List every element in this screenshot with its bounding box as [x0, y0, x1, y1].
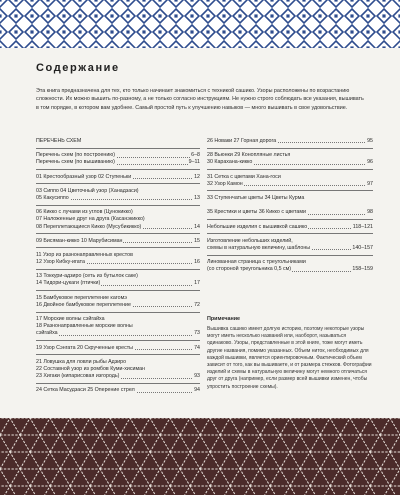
toc-leader-dots [36, 335, 200, 336]
toc-entry [36, 195, 200, 202]
toc-entry-label: (со стороной треугольника 0,5 см) [207, 266, 292, 273]
toc-page-number: 74 [194, 344, 200, 351]
toc-page-number: 72 [194, 301, 200, 308]
toc-page-number: 93 [194, 373, 200, 380]
toc-divider [36, 233, 200, 234]
page-title: Содержание [36, 62, 120, 74]
toc-entry-label: 33 Ступенчатые цветы 34 Цветы Курма [207, 194, 305, 201]
toc-entry [36, 138, 200, 145]
white-triangle-pattern [0, 418, 400, 495]
toc-entry [36, 159, 200, 166]
toc-entry [36, 373, 200, 380]
toc-entry [207, 238, 373, 245]
toc-entry-label: 05 Какусиппо [36, 194, 69, 201]
top-sashiko-pattern-band [0, 0, 400, 48]
toc-right-column [207, 138, 373, 273]
toc-entry-label: 23 Хигаки (кипарисовая изгородь) [36, 373, 120, 380]
toc-entry [36, 295, 200, 302]
toc-entry-label: Небольшие изделия с вышивкой сашико [207, 223, 308, 230]
toc-entry-label: 26 Новаки 27 Горная дорога [207, 138, 277, 144]
toc-entry-label: 30 Карахана-кикко [207, 159, 253, 166]
toc-page-number: 13 [194, 194, 200, 201]
toc-left-column [36, 138, 200, 395]
toc-entry-label: 06 Кикко с лучами из углов (Цунокикко) [36, 209, 133, 216]
toc-divider [36, 269, 200, 270]
toc-entry [36, 345, 200, 352]
toc-divider [36, 247, 200, 248]
toc-entry-label [207, 202, 208, 208]
toc-page-number: 96 [367, 159, 373, 166]
toc-entry-label: 19 Узор Сэнгата 20 Скрученные кресты [36, 344, 133, 351]
toc-page-number: 16 [194, 259, 200, 266]
toc-entry-label: 03 Сиппо 04 Цветочный узор (Ханадзаси) [36, 187, 139, 194]
toc-entry-label: схемы в натуральную величину, шаблоны [207, 244, 311, 251]
toc-page-number: 140–157 [352, 244, 373, 251]
toc-divider [36, 340, 200, 341]
toc-divider [36, 312, 200, 313]
toc-page-number: 158–159 [352, 266, 373, 273]
toc-page-number: 12 [194, 173, 200, 180]
intro-paragraph: Эта книга предназначена для тех, кто только начинает знакомиться с техникой сашико. Узоры расположены по возрастанию сложности. Их можно вышить по-разному, а не только согласно инструкциям. Не нужно строго соблюдать все указания, вышивать в том порядке, в котором вам удобнее. Самый простой путь к улучшению навыков — много вышивать в свое удовольствие. [36, 88, 364, 111]
toc-page-number: 118–121 [352, 223, 373, 230]
toc-entry-label: 22 Составной узор из ромбов Куми-хисиман [36, 365, 145, 372]
toc-entry-label: Линованная страница с треугольниками [207, 259, 306, 266]
toc-page-number: 73 [194, 330, 200, 337]
toc-entry [207, 181, 373, 188]
toc-entry [36, 387, 200, 394]
toc-entry-label: 12 Узор Кибку-игата [36, 259, 85, 266]
toc-entry [207, 245, 373, 252]
bottom-sashiko-pattern-band [0, 418, 400, 495]
toc-divider [207, 233, 373, 234]
toc-entry-label: ПЕРЕЧЕНЬ СХЕМ [36, 138, 82, 144]
toc-divider [36, 205, 200, 206]
toc-page-number: 98 [367, 209, 373, 216]
toc-entry-label: 31 Сетка с цветами Хана-госи [207, 173, 281, 180]
toc-page-number: 15 [194, 237, 200, 244]
toc-entry [207, 174, 373, 181]
toc-page-number: 9–11 [188, 159, 200, 166]
toc-entry-label: 28 Вьюнки 29 Конопляные листья [207, 152, 291, 159]
toc-page-number: 17 [194, 280, 200, 287]
toc-entry-label: 11 Узор из разнонаправленных крестов [36, 251, 133, 258]
toc-entry-label: 16 Двойное бамбуковое переплетение [36, 301, 131, 308]
toc-entry-label: 08 Переплетающиеся Кикко (Мусубикикко) [36, 223, 142, 230]
toc-entry [36, 174, 200, 181]
toc-entry-label: Перечень схем (по вышиванию) [36, 159, 115, 166]
toc-entry [207, 209, 373, 216]
toc-entry-label: 21 Ловушка для ловли рыбы Адзиро [36, 358, 127, 365]
toc-entry [36, 330, 200, 337]
toc-divider [207, 148, 373, 149]
toc-entry [36, 238, 200, 245]
toc-entry [207, 195, 373, 202]
toc-entry [36, 323, 200, 330]
toc-entry-label: 13 Токкури-адзиро (сеть из бутылок саке) [36, 273, 138, 280]
toc-entry-label: Перечень схем (по построению) [36, 152, 116, 159]
toc-entry-label: 14 Тидори-цукаги (птички) [36, 280, 101, 287]
toc-entry [36, 216, 200, 223]
toc-divider [36, 169, 200, 170]
toc-entry [36, 280, 200, 287]
toc-entry-label: 01 Крестообразный узор 02 Ступеньки [36, 173, 132, 180]
note-title: Примечание [207, 316, 241, 322]
toc-entry-label: 15 Бамбуковое переплетение кагомэ [36, 294, 127, 301]
toc-entry-label: Изготовление небольших изделий, [207, 237, 293, 244]
toc-divider [207, 190, 373, 191]
toc-divider [36, 183, 200, 184]
toc-entry-label: 35 Крестики и цветы 36 Кикко с цветами [207, 209, 306, 216]
toc-divider [207, 169, 373, 170]
toc-page-number: 95 [367, 138, 373, 144]
toc-page-number: 97 [367, 180, 373, 187]
toc-entry-label: 07 Наложенные друг на друга (Касанэкикко) [36, 216, 145, 223]
toc-entry-label: 24 Сетка Масудзаси 25 Оперение стрел [36, 387, 135, 394]
toc-entry [207, 138, 373, 145]
toc-entry [36, 259, 200, 266]
toc-page-number: 6–8 [191, 152, 200, 159]
toc-entry-label: 17 Морские волны сэйгайха [36, 316, 105, 322]
toc-entry [36, 224, 200, 231]
toc-entry-label: 18 Разнонаправленные морские волны [36, 323, 133, 330]
toc-page-number: 14 [194, 223, 200, 230]
toc-entry [36, 188, 200, 195]
toc-entry [207, 224, 373, 231]
toc-entry [36, 359, 200, 366]
toc-entry-label: 09 Бисяман-кикко 10 Марубисиман [36, 237, 123, 244]
toc-entry [207, 266, 373, 273]
toc-entry [36, 302, 200, 309]
toc-divider [36, 383, 200, 384]
toc-divider [207, 219, 373, 220]
toc-entry [207, 159, 373, 166]
toc-page-number: 94 [194, 387, 200, 394]
note-text: Вышивка сашико имеет долгую историю, поэтому некоторые узоры могут иметь несколько названий или, наоборот, называться одинаково. Узоры, представленные в этой книге, тоже могут иметь другие названия, помимо указанных. Объем ниток, необходимых для каждой вышивки, является ориентировочным. Фактический объем зависит от того, как вы вышиваете, и от размера стежков. Фотографии изделий и схемы в натуральную величину могут немного отличаться друг от друга (например, если размер всей вышивки изменен, чтобы упростить построение схемы). [207, 326, 372, 390]
toc-divider [36, 290, 200, 291]
toc-entry [36, 252, 200, 259]
toc-divider [36, 354, 200, 355]
toc-entry-label: 32 Узор Камон [207, 180, 243, 187]
toc-entry-label: сэйгайха [36, 330, 58, 337]
toc-divider [36, 148, 200, 149]
blue-diamond-pattern [0, 0, 400, 48]
toc-divider [207, 255, 373, 256]
